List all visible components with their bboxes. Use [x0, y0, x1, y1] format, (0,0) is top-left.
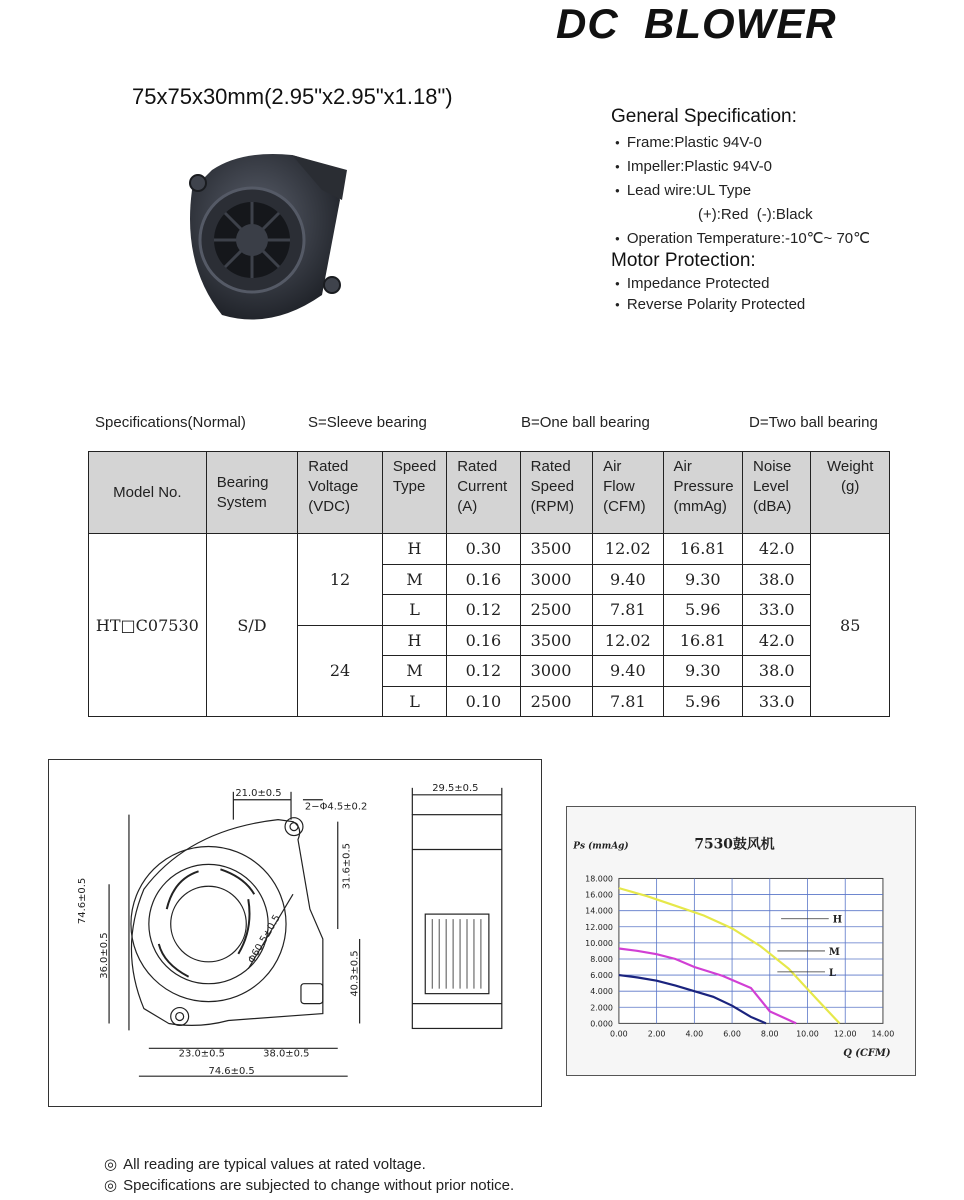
y-tick-label: 16.000 [585, 890, 613, 900]
cell-noise: 38.0 [743, 656, 811, 687]
cell-airflow: 9.40 [593, 564, 663, 595]
dim-height: 74.6±0.5 [77, 877, 89, 925]
table-row [89, 534, 890, 565]
cell-speed-type: M [382, 564, 446, 595]
cell-speed-type: L [382, 595, 446, 626]
cell-speed: 2500 [520, 595, 592, 626]
cell-voltage: 24 [298, 625, 383, 717]
col-current: Rated Current (A) [447, 452, 520, 534]
note-spec-change: ◎ Specifications are subjected to change without prior notice. [104, 1177, 515, 1194]
cell-current: 0.12 [447, 595, 520, 626]
dim-width: 74.6±0.5 [208, 1066, 255, 1078]
cell-noise: 33.0 [743, 595, 811, 626]
table-header-row [89, 452, 890, 534]
caption-two-ball: D=Two ball bearing [749, 414, 878, 431]
y-tick-label: 14.000 [585, 906, 613, 916]
cell-speed-type: L [382, 686, 446, 717]
cell-airflow: 7.81 [593, 595, 663, 626]
col-airflow: Air Flow (CFM) [593, 452, 663, 534]
series-label-H: H [832, 914, 843, 926]
protection-reverse-polarity: ● Reverse Polarity Protected [615, 296, 805, 313]
note-typical-values: ◎ All reading are typical values at rated voltage. [104, 1156, 426, 1173]
x-tick-label: 4.00 [685, 1029, 704, 1039]
cell-speed: 3500 [520, 534, 592, 565]
cell-current: 0.12 [447, 656, 520, 687]
spec-table [88, 451, 890, 717]
cell-noise: 33.0 [743, 686, 811, 717]
chart-title: 7530鼓风机 [694, 836, 775, 853]
cell-speed-type: H [382, 625, 446, 656]
cell-current: 0.10 [447, 686, 520, 717]
x-tick-label: 12.00 [833, 1029, 857, 1039]
dim-impeller: Φ60.5±0.5 [246, 912, 283, 966]
cell-pressure: 16.81 [663, 625, 742, 656]
performance-chart [566, 806, 916, 1076]
spec-impeller: ● Impeller:Plastic 94V-0 [615, 158, 772, 175]
cell-airflow: 12.02 [593, 534, 663, 565]
dim-hole-vertical: 31.6±0.5 [341, 842, 353, 890]
cell-bearing: S/D [206, 534, 298, 717]
col-model: Model No. [89, 452, 207, 534]
spec-temperature: ● Operation Temperature:-10℃~ 70℃ [615, 229, 870, 247]
dimension-drawing [48, 759, 542, 1107]
cell-pressure: 5.96 [663, 686, 742, 717]
cell-noise: 38.0 [743, 564, 811, 595]
col-noise: Noise Level (dBA) [743, 452, 811, 534]
cell-speed: 3500 [520, 625, 592, 656]
dim-holes: 2−Φ4.5±0.2 [304, 801, 368, 813]
dimension-spec: 75x75x30mm(2.95"x2.95"x1.18") [132, 84, 453, 109]
dim-left-inner: 36.0±0.5 [99, 932, 111, 979]
x-tick-label: 14.00 [871, 1029, 895, 1039]
y-tick-label: 12.000 [585, 922, 613, 932]
cell-speed: 2500 [520, 686, 592, 717]
x-tick-label: 8.00 [760, 1029, 779, 1039]
col-pressure: Air Pressure (mmAg) [663, 452, 742, 534]
cell-pressure: 16.81 [663, 534, 742, 565]
cell-noise: 42.0 [743, 534, 811, 565]
cell-current: 0.16 [447, 625, 520, 656]
y-tick-label: 2.000 [590, 1003, 613, 1013]
cell-speed: 3000 [520, 656, 592, 687]
page-title: DC BLOWER [556, 0, 837, 47]
cell-airflow: 9.40 [593, 656, 663, 687]
col-bearing: Bearing System [206, 452, 298, 534]
cell-pressure: 9.30 [663, 656, 742, 687]
dim-outlet: 40.3±0.5 [349, 950, 361, 997]
y-tick-label: 0.000 [590, 1019, 613, 1029]
cell-voltage: 12 [298, 534, 383, 626]
chart-xlabel: Q (CFM) [843, 1048, 891, 1060]
col-speed: Rated Speed (RPM) [520, 452, 592, 534]
cell-current: 0.30 [447, 534, 520, 565]
spec-lead-colors: (+):Red (-):Black [698, 206, 813, 223]
cell-pressure: 5.96 [663, 595, 742, 626]
cell-speed-type: H [382, 534, 446, 565]
col-speed-type: Speed Type [382, 452, 446, 534]
dim-bottom-right: 38.0±0.5 [263, 1048, 310, 1060]
y-tick-label: 8.000 [590, 954, 613, 964]
dim-thickness: 29.5±0.5 [432, 782, 479, 794]
col-voltage: Rated Voltage (VDC) [298, 452, 383, 534]
cell-current: 0.16 [447, 564, 520, 595]
spec-lead-wire: ● Lead wire:UL Type [615, 182, 751, 199]
cell-speed-type: M [382, 656, 446, 687]
motor-protection-heading: Motor Protection: [611, 250, 756, 271]
x-tick-label: 6.00 [723, 1029, 741, 1039]
blower-fan-photo [172, 145, 357, 330]
dim-top-offset: 21.0±0.5 [235, 787, 282, 799]
x-tick-label: 2.00 [647, 1029, 666, 1039]
general-spec-heading: General Specification: [611, 106, 797, 127]
cell-airflow: 7.81 [593, 686, 663, 717]
cell-noise: 42.0 [743, 625, 811, 656]
series-label-M: M [828, 946, 840, 958]
dim-bottom-left: 23.0±0.5 [178, 1048, 225, 1060]
cell-pressure: 9.30 [663, 564, 742, 595]
series-label-L: L [828, 967, 836, 979]
x-tick-label: 0.00 [610, 1029, 628, 1039]
col-weight: Weight (g) [811, 452, 890, 534]
y-tick-label: 6.000 [590, 971, 613, 981]
caption-specifications: Specifications(Normal) [95, 414, 246, 431]
y-tick-label: 10.000 [585, 938, 613, 948]
cell-weight: 85 [811, 534, 890, 717]
chart-ylabel: Ps (mmAg) [573, 841, 629, 852]
cell-airflow: 12.02 [593, 625, 663, 656]
cell-model: HT□C07530 [89, 534, 207, 717]
x-tick-label: 10.00 [796, 1029, 819, 1039]
protection-impedance: ● Impedance Protected [615, 275, 769, 292]
caption-one-ball: B=One ball bearing [521, 414, 650, 431]
y-tick-label: 18.000 [585, 874, 613, 884]
caption-sleeve: S=Sleeve bearing [308, 414, 427, 431]
y-tick-label: 4.000 [590, 987, 613, 997]
cell-speed: 3000 [520, 564, 592, 595]
spec-frame: ● Frame:Plastic 94V-0 [615, 134, 762, 151]
